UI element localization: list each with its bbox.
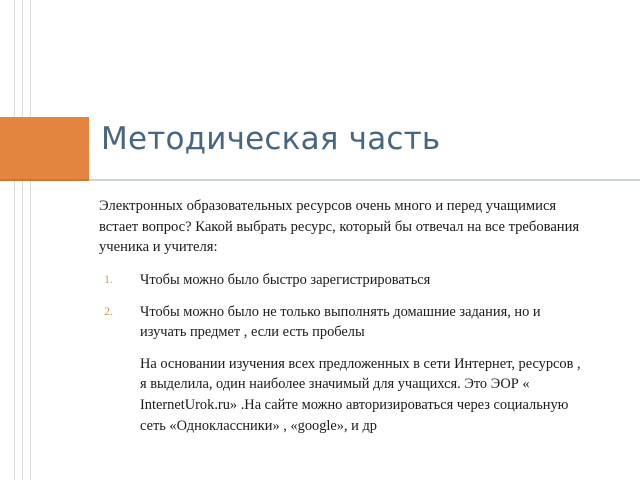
list-item <box>99 302 587 343</box>
title-divider-accent <box>0 179 89 181</box>
closing-paragraph: На основании изучения всех предложенных в сети Интернет, ресурсов , я выделила, один наиболее значимый для учащихся. Это ЭОР « InternetUrok.ru» .На сайте можно авторизироваться через социальную сеть «Одноклассники» , «google», и др <box>140 355 581 434</box>
list-marker: 2. <box>104 303 113 318</box>
decorative-line-2 <box>22 0 23 480</box>
intro-paragraph: Электронных образовательных ресурсов очень много и перед учащимися встает вопрос? Какой выбрать ресурс, который бы отвечал на все требования ученика и учителя: <box>99 198 580 256</box>
list-item-label: Чтобы можно было не только выполнять домашние задания, но и изучать предмет , если есть пробелы <box>140 303 541 341</box>
requirements-list <box>99 270 587 342</box>
slide-title: Методическая часть <box>101 121 441 157</box>
list-item <box>99 270 587 290</box>
slide-title-area <box>0 117 640 179</box>
slide-body <box>99 196 587 436</box>
title-divider <box>0 179 640 181</box>
title-accent-swatch <box>0 117 89 179</box>
decorative-line-3 <box>30 0 31 480</box>
decorative-line-1 <box>14 0 15 480</box>
list-marker: 1. <box>104 272 113 287</box>
list-item-label: Чтобы можно было быстро зарегистрироваться <box>140 272 431 289</box>
